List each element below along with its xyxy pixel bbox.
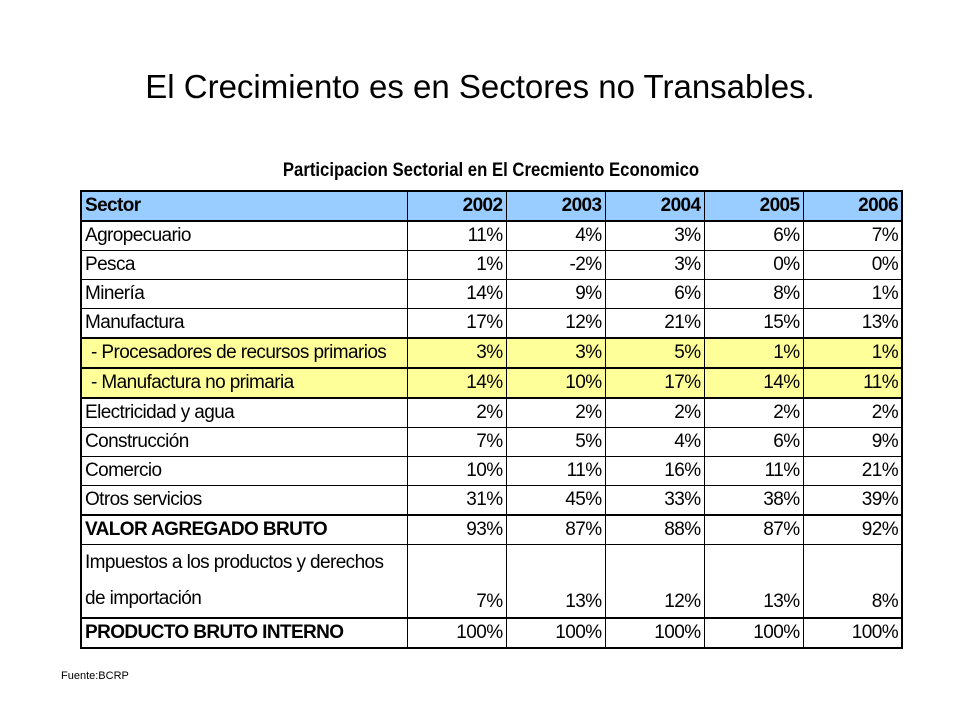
row-value: 13% — [803, 309, 902, 339]
table-row — [81, 486, 902, 516]
row-value: 5% — [506, 428, 605, 457]
table-row — [81, 398, 902, 428]
row-label: Impuestos a los productos y derechos de importación — [81, 545, 407, 619]
row-label: - Manufactura no primaria — [81, 368, 407, 398]
row-label: Electricidad y agua — [81, 398, 407, 428]
row-value: 100% — [605, 618, 704, 648]
table-row — [81, 545, 902, 619]
row-value: 3% — [605, 251, 704, 280]
header-year: 2002 — [407, 191, 506, 221]
row-label: Minería — [81, 280, 407, 309]
table-row-subsector — [81, 338, 902, 368]
row-value: 39% — [803, 486, 902, 516]
row-label: VALOR AGREGADO BRUTO — [81, 515, 407, 545]
row-value: 10% — [407, 457, 506, 486]
row-value: 8% — [704, 280, 803, 309]
row-value: 15% — [704, 309, 803, 339]
row-value: 10% — [506, 368, 605, 398]
row-value: 4% — [605, 428, 704, 457]
row-value: 9% — [803, 428, 902, 457]
row-label: - Procesadores de recursos primarios — [81, 338, 407, 368]
row-value: 17% — [407, 309, 506, 339]
row-value: 3% — [407, 338, 506, 368]
header-year: 2004 — [605, 191, 704, 221]
row-value: 2% — [407, 398, 506, 428]
row-value: 14% — [407, 280, 506, 309]
row-value: 12% — [506, 309, 605, 339]
row-label: Otros servicios — [81, 486, 407, 516]
table-header-row — [81, 191, 902, 221]
row-value: 1% — [803, 338, 902, 368]
row-value: 92% — [803, 515, 902, 545]
row-label: Construcción — [81, 428, 407, 457]
row-value: 31% — [407, 486, 506, 516]
row-label: Agropecuario — [81, 221, 407, 251]
row-value: 2% — [803, 398, 902, 428]
row-label: Comercio — [81, 457, 407, 486]
row-value: 11% — [704, 457, 803, 486]
row-label: Manufactura — [81, 309, 407, 339]
table-row — [81, 251, 902, 280]
row-value: 38% — [704, 486, 803, 516]
row-value: 7% — [407, 428, 506, 457]
row-value: 88% — [605, 515, 704, 545]
row-value: 9% — [506, 280, 605, 309]
table-row-total — [81, 618, 902, 648]
row-value: 8% — [803, 545, 902, 619]
row-value: 1% — [407, 251, 506, 280]
sector-participation-table — [80, 190, 903, 649]
table-row-total — [81, 515, 902, 545]
table-title: Participacion Sectorial en El Crecmiento Economico — [282, 160, 700, 181]
source-note: Fuente:BCRP — [61, 670, 129, 682]
row-value: 3% — [506, 338, 605, 368]
row-value: 0% — [803, 251, 902, 280]
slide-title: El Crecimiento es en Sectores no Transables. — [145, 68, 815, 105]
table-row-subsector — [81, 368, 902, 398]
header-year: 2003 — [506, 191, 605, 221]
row-value: 3% — [605, 221, 704, 251]
row-value: 100% — [506, 618, 605, 648]
row-value: 1% — [704, 338, 803, 368]
row-value: 13% — [506, 545, 605, 619]
row-value: 13% — [704, 545, 803, 619]
row-value: 100% — [704, 618, 803, 648]
header-year: 2005 — [704, 191, 803, 221]
header-sector: Sector — [81, 191, 407, 221]
row-value: 100% — [407, 618, 506, 648]
row-value: 11% — [506, 457, 605, 486]
row-value: 87% — [704, 515, 803, 545]
row-value: 6% — [704, 221, 803, 251]
row-value: 6% — [605, 280, 704, 309]
row-value: 6% — [704, 428, 803, 457]
header-year: 2006 — [803, 191, 902, 221]
row-value: 87% — [506, 515, 605, 545]
row-value: 11% — [803, 368, 902, 398]
row-value: 0% — [704, 251, 803, 280]
row-value: -2% — [506, 251, 605, 280]
row-label: PRODUCTO BRUTO INTERNO — [81, 618, 407, 648]
row-value: 100% — [803, 618, 902, 648]
table-row — [81, 428, 902, 457]
row-value: 21% — [803, 457, 902, 486]
row-value: 7% — [407, 545, 506, 619]
row-value: 12% — [605, 545, 704, 619]
row-value: 2% — [605, 398, 704, 428]
row-value: 21% — [605, 309, 704, 339]
row-value: 1% — [803, 280, 902, 309]
row-value: 7% — [803, 221, 902, 251]
row-value: 45% — [506, 486, 605, 516]
table-row — [81, 309, 902, 339]
table-row — [81, 221, 902, 251]
row-value: 2% — [704, 398, 803, 428]
row-value: 4% — [506, 221, 605, 251]
row-value: 93% — [407, 515, 506, 545]
row-value: 11% — [407, 221, 506, 251]
row-value: 17% — [605, 368, 704, 398]
row-value: 14% — [407, 368, 506, 398]
table-row — [81, 280, 902, 309]
row-value: 5% — [605, 338, 704, 368]
row-value: 33% — [605, 486, 704, 516]
row-value: 16% — [605, 457, 704, 486]
row-label: Pesca — [81, 251, 407, 280]
row-value: 2% — [506, 398, 605, 428]
row-value: 14% — [704, 368, 803, 398]
table-row — [81, 457, 902, 486]
